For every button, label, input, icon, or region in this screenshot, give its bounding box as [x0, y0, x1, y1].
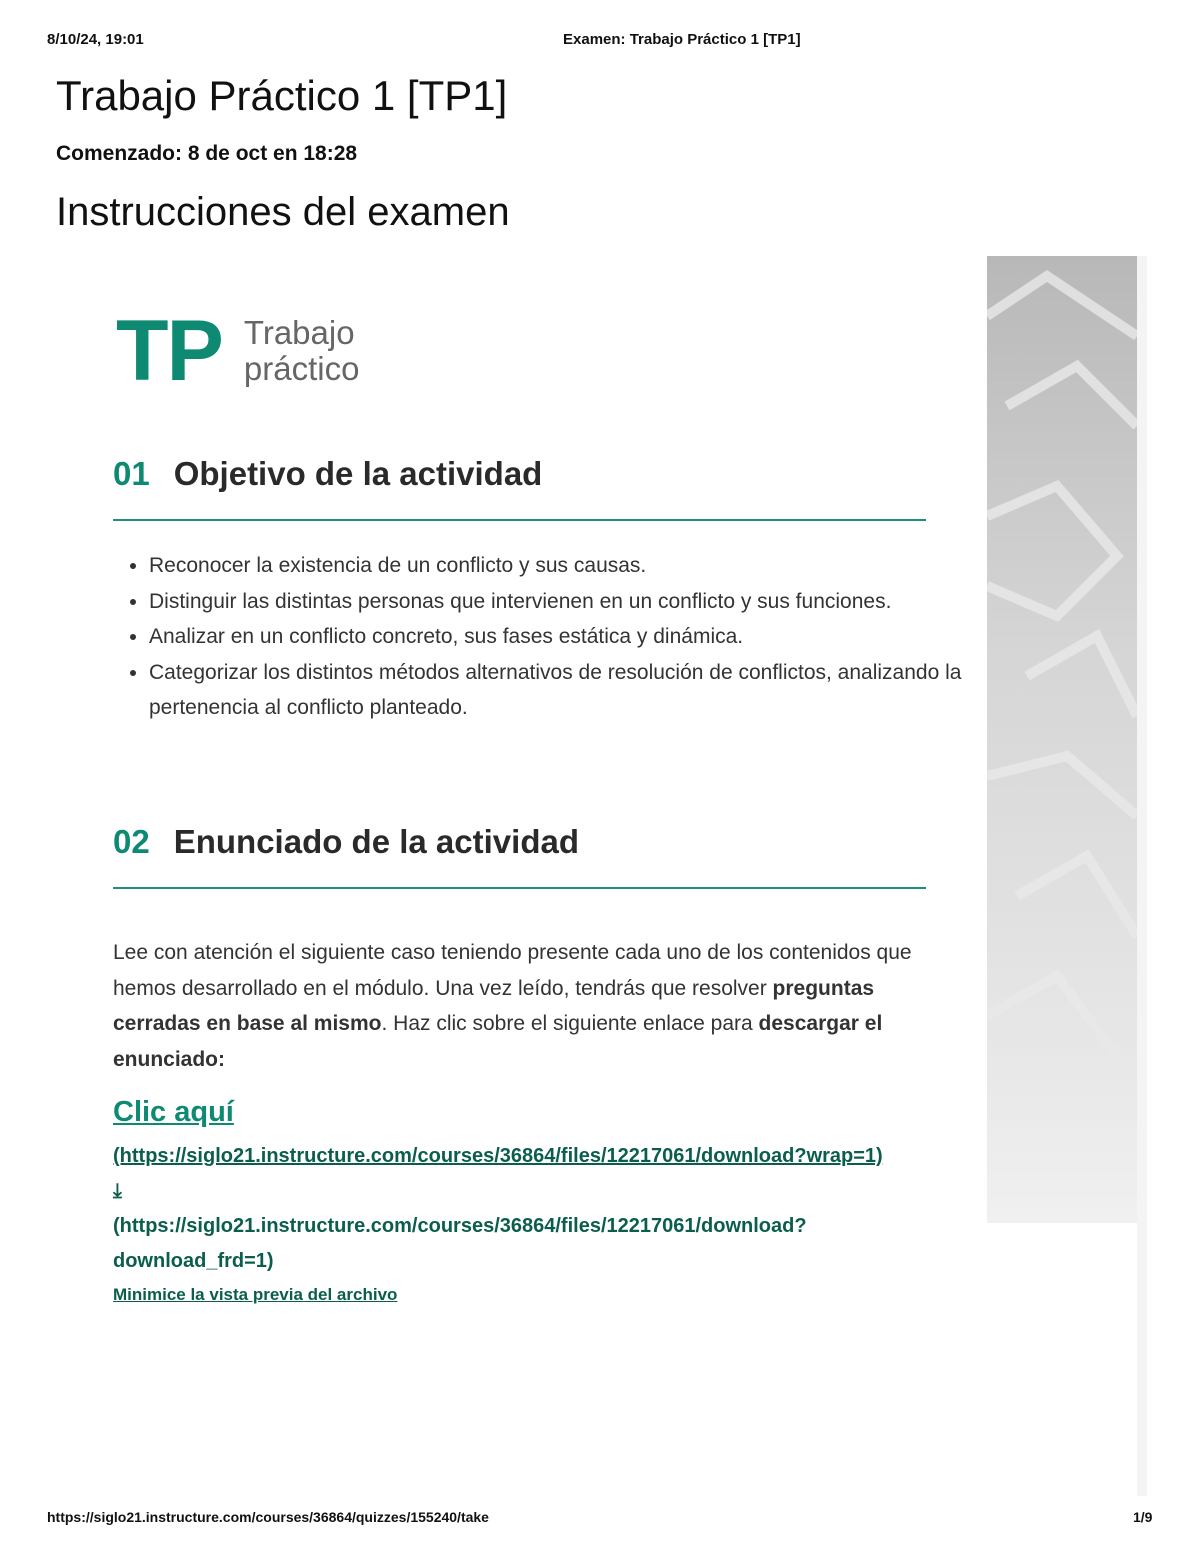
- section-statement-heading: [113, 823, 926, 889]
- page-number: 1/9: [1133, 1509, 1153, 1525]
- instructions-heading: Instrucciones del examen: [56, 190, 510, 234]
- text: Lee con atención el siguiente caso teniendo presente cada uno de los contenidos que hemos desarrollado en el módulo. Una vez leído, tendrás que resolver: [113, 941, 912, 1000]
- list-item: • Distinguir las distintas personas que intervienen en un conflicto y sus funciones.: [149, 584, 969, 620]
- download-url-text: (https://siglo21.instructure.com/courses/36864/files/12217061/download?download_frd=1): [113, 1215, 807, 1272]
- list-item: • Reconocer la existencia de un conflicto y sus causas.: [149, 548, 969, 584]
- download-icon[interactable]: ⤓: [113, 1180, 122, 1202]
- file-preview-link[interactable]: (https://siglo21.instructure.com/courses/36864/files/12217061/download?wrap=1): [113, 1145, 883, 1167]
- started-time: Comenzado: 8 de oct en 18:28: [56, 142, 358, 165]
- section-number: 01: [113, 455, 150, 492]
- page-title: Trabajo Práctico 1 [TP1]: [56, 72, 508, 119]
- logo-tp: TP: [116, 303, 222, 399]
- tp-logo: [116, 303, 360, 399]
- text: . Haz clic sobre el siguiente enlace para: [381, 1012, 759, 1035]
- section-title: Objetivo de la actividad: [173, 455, 543, 492]
- section-title: Enunciado de la actividad: [173, 823, 579, 860]
- section-number: 02: [113, 823, 150, 860]
- list-item: • Categorizar los distintos métodos alternativos de resolución de conflictos, analizando la pertenencia al conflicto planteado.: [149, 655, 969, 726]
- print-title: Examen: Trabajo Práctico 1 [TP1]: [563, 31, 801, 48]
- minimize-preview-link[interactable]: Minimice la vista previa del archivo: [113, 1285, 398, 1304]
- logo-line1: Trabajo: [243, 314, 355, 351]
- bold-text: descargar el enunciado:: [113, 1012, 883, 1071]
- download-links: [113, 1096, 893, 1305]
- print-url: https://siglo21.instructure.com/courses/36864/quizzes/155240/take: [47, 1509, 489, 1525]
- decorative-image: [987, 256, 1137, 1223]
- scrollbar[interactable]: [1137, 256, 1147, 1496]
- objectives-list: [113, 548, 969, 726]
- bold-text: preguntas cerradas en base al mismo: [113, 976, 875, 1035]
- print-datetime: 8/10/24, 19:01: [47, 31, 144, 48]
- section-objective-heading: [113, 455, 926, 521]
- statement-paragraph: [113, 935, 933, 1077]
- logo-line2: práctico: [243, 350, 360, 387]
- list-item: • Analizar en un conflicto concreto, sus fases estática y dinámica.: [149, 619, 969, 655]
- clic-aqui-link[interactable]: Clic aquí: [113, 1096, 234, 1128]
